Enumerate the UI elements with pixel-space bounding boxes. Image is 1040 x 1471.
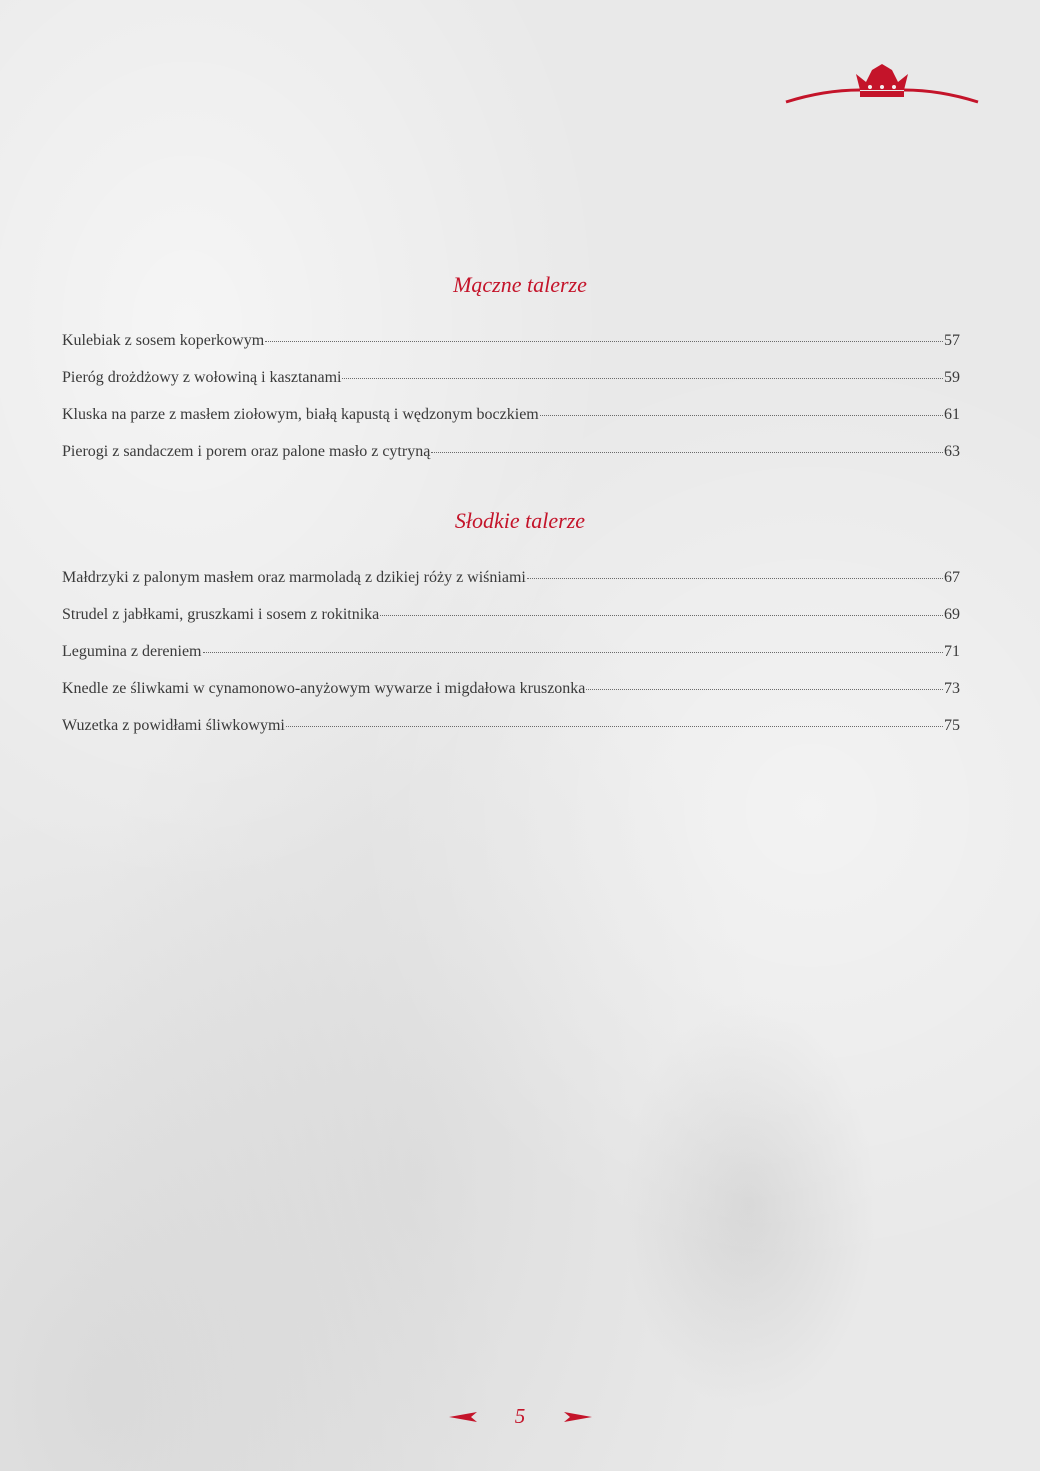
toc-entry[interactable]: [62, 680, 960, 717]
toc-entry-label: Pierogi z sandaczem i porem oraz palone masło z cytryną: [62, 443, 431, 460]
dot-leader: [203, 651, 944, 653]
dot-leader: [431, 451, 943, 453]
arrow-right-icon[interactable]: [564, 1412, 592, 1422]
toc-entry-page: 67: [944, 569, 960, 586]
toc-entry-page: 75: [944, 717, 960, 734]
toc-entry[interactable]: [62, 606, 960, 643]
toc-entry-label: Legumina z dereniem: [62, 643, 202, 660]
toc-entry[interactable]: [62, 332, 960, 369]
dot-leader: [527, 577, 943, 579]
toc-entry-label: Wuzetka z powidłami śliwkowymi: [62, 717, 285, 734]
toc-entry-page: 71: [944, 643, 960, 660]
toc-entry[interactable]: [62, 643, 960, 680]
toc-entry-label: Kluska na parze z masłem ziołowym, białą kapustą i wędzonym boczkiem: [62, 406, 539, 423]
toc-entry[interactable]: [62, 406, 960, 443]
dot-leader: [265, 340, 943, 342]
dot-leader: [286, 725, 943, 727]
toc-entry[interactable]: [62, 369, 960, 406]
toc-list-slodkie: [62, 569, 960, 754]
toc-entry-page: 73: [944, 680, 960, 697]
toc-entry-label: Knedle ze śliwkami w cynamonowo-anyżowym wywarze i migdałowa kruszonka: [62, 680, 586, 697]
toc-list-maczne: [62, 332, 960, 480]
crown-logo-icon: [784, 60, 980, 108]
toc-entry-label: Małdrzyki z palonym masłem oraz marmoladą z dzikiej róży z wiśniami: [62, 569, 526, 586]
toc-entry-page: 57: [944, 332, 960, 349]
dot-leader: [540, 414, 943, 416]
toc-entry-page: 63: [944, 443, 960, 460]
dot-leader: [380, 614, 943, 616]
toc-entry-page: 61: [944, 406, 960, 423]
dot-leader: [342, 377, 943, 379]
toc-entry[interactable]: [62, 717, 960, 754]
arrow-left-icon[interactable]: [449, 1412, 477, 1422]
toc-entry-page: 69: [944, 606, 960, 623]
toc-entry-page: 59: [944, 369, 960, 386]
section-title-slodkie: Słodkie talerze: [454, 508, 586, 533]
dot-leader: [586, 688, 943, 690]
toc-entry[interactable]: [62, 443, 960, 480]
toc-entry-label: Kulebiak z sosem koperkowym: [62, 332, 265, 349]
footer-page-nav: [0, 1402, 1040, 1432]
page-number: 5: [514, 1404, 526, 1428]
toc-entry-label: Pieróg drożdżowy z wołowiną i kasztanami: [62, 369, 342, 386]
section-title-maczne: Mączne talerze: [453, 272, 587, 297]
toc-entry-label: Strudel z jabłkami, gruszkami i sosem z rokitnika: [62, 606, 380, 623]
toc-entry[interactable]: [62, 569, 960, 606]
